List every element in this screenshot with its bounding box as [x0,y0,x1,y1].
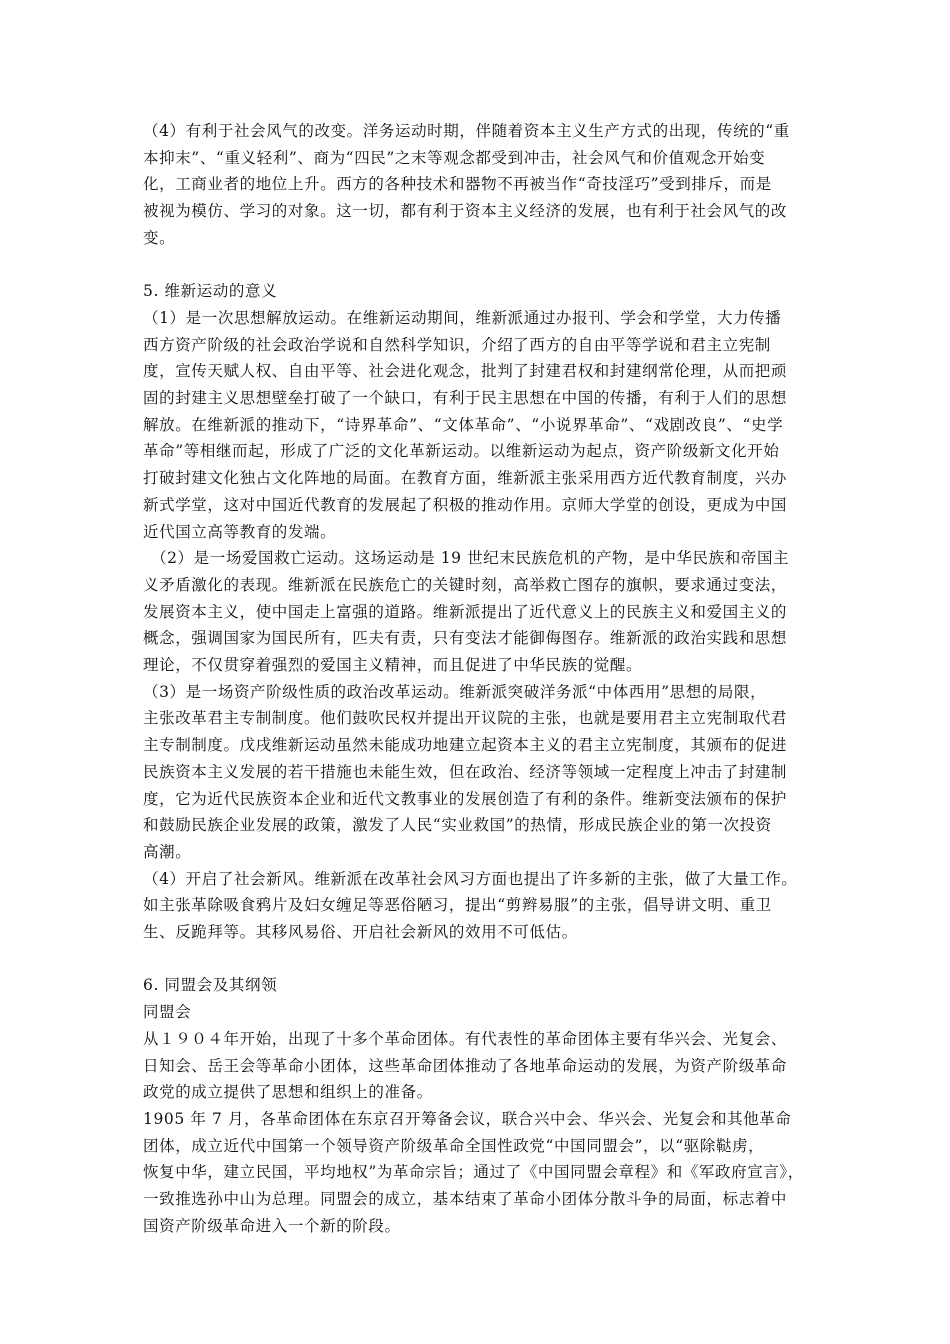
paragraph-patriotic-movement [143,545,809,679]
text-line: 化，工商业者的地位上升。西方的各种技术和器物不再被当作“奇技淫巧”受到排斥，而是 [143,175,772,194]
text-line: 一致推选孙中山为总理。同盟会的成立，基本结束了革命小团体分散斗争的局面，标志着中 [143,1190,788,1209]
text-line: 主张改革君主专制制度。他们鼓吹民权并提出开议院的主张，也就是要用君主立宪制取代君 [143,709,788,728]
text-line: （4）开启了社会新风。维新派在改革社会风习方面也提出了许多新的主张，做了大量工作。 [143,869,798,888]
text-line: 恢复中华，建立民国，平均地权”为革命宗旨；通过了《中国同盟会章程》和《军政府宣言》， [143,1163,804,1182]
text-line: 生、反跪拜等。其移风易俗、开启社会新风的效用不可低估。 [143,923,578,942]
text-line: 变。 [143,228,176,247]
text-line: 团体，成立近代中国第一个领导资产阶级革命全国性政党“中国同盟会”，以“驱除鞑虏， [143,1136,765,1155]
text-line: 解放。在维新派的推动下，“诗界革命”、“文体革命”、“小说界革命”、“戏剧改良”、“史学 [143,415,784,434]
text-line: 国资产阶级革命进入一个新的阶段。 [143,1216,401,1235]
text-line: 革命”等相继而起，形成了广泛的文化革新运动。以维新运动为起点，资产阶级新文化开始 [143,442,780,461]
text-line: 义矛盾激化的表现。维新派在民族危亡的关键时刻，高举救亡图存的旗帜，要求通过变法， [143,575,788,594]
document-page [143,118,809,1240]
paragraph-tongmenghui-founding [143,1106,809,1240]
text-line: 主专制制度。戊戌维新运动虽然未能成功地建立起资本主义的君主立宪制度，其颁布的促进 [143,736,788,755]
text-line: （3）是一场资产阶级性质的政治改革运动。维新派突破洋务派“中体西用”思想的局限， [143,682,767,701]
text-line: 被视为模仿、学习的对象。这一切，都有利于资本主义经济的发展，也有利于社会风气的改 [143,202,788,221]
text-line: 民族资本主义发展的若干措施也未能生效，但在政治、经济等领域一定程度上冲击了封建制 [143,762,788,781]
subsection-heading: 同盟会 [143,1003,192,1022]
text-line: 固的封建主义思想壁垒打破了一个缺口，有利于民主思想在中国的传播，有利于人们的思想 [143,389,788,408]
text-line: 从１９０４年开始，出现了十多个革命团体。有代表性的革命团体主要有华兴会、光复会、 [143,1029,788,1048]
text-line: 本抑末”、“重义轻利”、商为“四民”之末等观念都受到冲击，社会风气和价值观念开始变 [143,148,766,167]
paragraph-social-customs-change [143,118,809,252]
text-line: 和鼓励民族企业发展的政策，激发了人民“实业救国”的热情，形成民族企业的第一次投资 [143,816,772,835]
paragraph-political-reform [143,679,809,866]
text-line: 近代国立高等教育的发端。 [143,522,337,541]
paragraph-revolutionary-groups [143,1026,809,1106]
text-line: （1）是一次思想解放运动。在维新运动期间，维新派通过办报刊、学会和学堂，大力传播 [143,308,782,327]
paragraph-spacer [143,252,809,279]
text-line: 概念，强调国家为国民所有，匹夫有责，只有变法才能御侮图存。维新派的政治实践和思想 [143,629,788,648]
text-line: （2）是一场爱国救亡运动。这场运动是 19 世纪末民族危机的产物，是中华民族和帝国主 [151,549,790,568]
paragraph-new-social-customs [143,866,809,946]
text-line: 发展资本主义，使中国走上富强的道路。维新派提出了近代意义上的民族主义和爱国主义的 [143,602,788,621]
text-line: 度，它为近代民族资本企业和近代文教事业的发展创造了有利的条件。维新变法颁布的保护 [143,789,788,808]
text-line: 如主张革除吸食鸦片及妇女缠足等恶俗陋习，提出“剪辫易服”的主张，倡导讲文明、重卫 [143,896,772,915]
text-line: 打破封建文化独占文化阵地的局面。在教育方面，维新派主张采用西方近代教育制度，兴办 [143,469,788,488]
text-line: （4）有利于社会风气的改变。洋务运动时期，伴随着资本主义生产方式的出现，传统的“重 [143,122,790,140]
section-heading: 6. 同盟会及其纲领 [143,976,278,995]
text-line: 度，宣传天赋人权、自由平等、社会进化观念，批判了封建君权和封建纲常伦理，从而把顽 [143,362,788,381]
text-line: 西方资产阶级的社会政治学说和自然科学知识，介绍了西方的自由平等学说和君主立宪制 [143,335,771,354]
text-line: 政党的成立提供了思想和组织上的准备。 [143,1083,433,1102]
text-line: 日知会、岳王会等革命小团体，这些革命团体推动了各地革命运动的发展，为资产阶级革命 [143,1056,788,1075]
section-heading: 5. 维新运动的意义 [143,282,278,301]
text-line: 高潮。 [143,842,192,861]
text-line: 1905 年 7 月，各革命团体在东京召开筹备会议，联合兴中会、华兴会、光复会和其他革命 [143,1109,792,1128]
paragraph-thought-liberation [143,305,809,545]
paragraph-spacer [143,946,809,973]
text-line: 新式学堂，这对中国近代教育的发展起了积极的推动作用。京师大学堂的创设，更成为中国 [143,495,788,514]
text-line: 理论，不仅贯穿着强烈的爱国主义精神，而且促进了中华民族的觉醒。 [143,656,643,675]
